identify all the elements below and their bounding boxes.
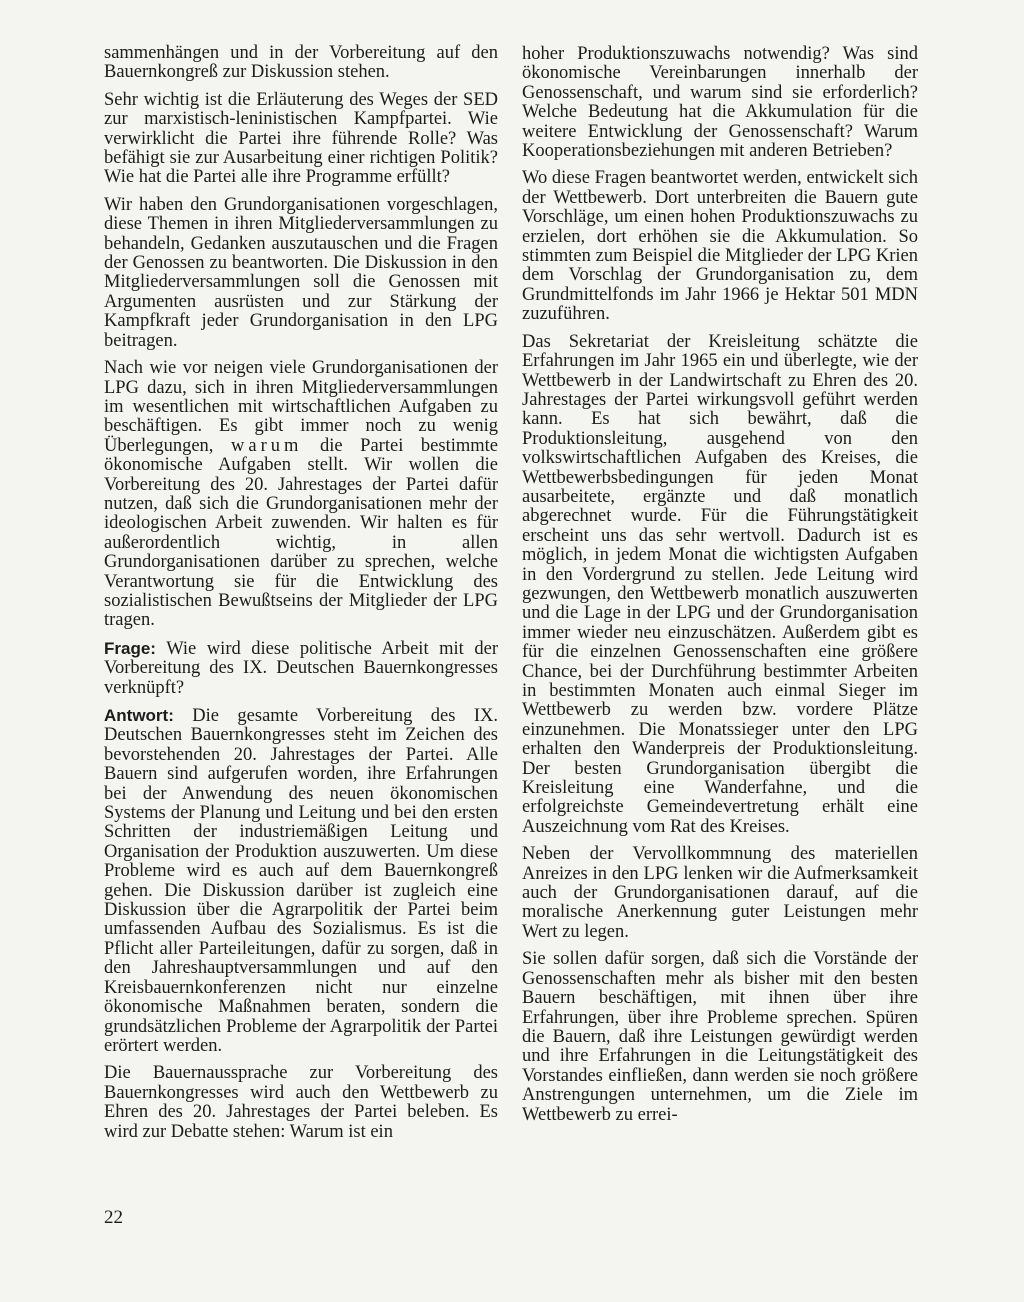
paragraph-text: Nach wie vor neigen viele Grundorganisationen der LPG dazu, sich in ihren Mitgliederversammlungen im wesentlichen mit wirtschaftlichen Aufgaben zu beschäftigen. Es gibt immer noch zu wenig Überlegungen, (104, 358, 498, 456)
paragraph: Das Sekretariat der Kreisleitung schätzte die Erfahrungen im Jahr 1965 ein und überlegte, wie der Wettbewerb in der Landwirtschaft zu Ehren des 20. Jahrestages der Partei wirkungsvoll geführt werden kann. Es hat sich bewährt, daß die Produktionsleitung, ausgehend von den volkswirtschaftlichen Aufgaben des Kreises, die Wettbewerbsbedingungen für jeden Monat ausarbeitete, ergänzte und daß monatlich abgerechnet wurde. Für die Führungstätigkeit erscheint uns das sehr wertvoll. Dadurch ist es möglich, in jedem Monat die wichtigsten Aufgaben in den Vordergrund zu stellen. Jede Leitung wird gezwungen, den Wettbewerb monatlich auszuwerten und die Lage in der LPG und der Grundorganisation immer wieder neu einzuschätzen. Außerdem gibt es für die einzelnen Genossenschaften eine größere Chance, bei der Durchführung bestimmter Arbeiten in bestimmten Monaten auch einmal Sieger im Wettbewerb zu werden bzw. vordere Plätze einzunehmen. Die Monatssieger unter den LPG erhalten den Wanderpreis der Produktionsleitung. Der besten Grundorganisation übergibt die Kreisleitung eine Wanderfahne, und die erfolgreichste Gemeindevertretung erhält eine Auszeichnung vom Rat des Kreises. (522, 331, 918, 837)
paragraph: Sehr wichtig ist die Erläuterung des Weges der SED zur marxistisch-leninistischen Kampfpartei. Wie verwirklicht die Partei ihre führende Rolle? Was befähigt sie zur Ausarbeitung einer richtigen Politik? Wie hat die Partei alle ihre Programme erfüllt? (104, 89, 498, 188)
paragraph-text: die Partei bestimmte ökonomische Aufgaben stellt. Wir wollen die Vorbereitung des 20. Jahrestages der Partei dafür nutzen, daß sich die Grundorganisationen mehr der ideologischen Arbeit zuwenden. Wir halten es für außerordentlich wichtig, in allen Grundorganisationen darüber zu sprechen, welche Verantwortung sie für die Entwicklung des sozialistischen Bewußtseins der Mitglieder der LPG tragen. (104, 435, 498, 631)
answer-paragraph (104, 706, 498, 1056)
answer-text: Die gesamte Vorbereitung des IX. Deutschen Bauernkongresses steht im Zeichen des bevorstehenden 20. Jahrestages der Partei. Alle Bauern sind aufgerufen worden, ihre Erfahrungen bei der Anwendung des neuen ökonomischen Systems der Planung und Leitung und bei den ersten Schritten der industriemäßigen Leitung und Organisation der Produktion auszuwerten. Um diese Probleme wird es auch auf dem Bauernkongreß gehen. Die Diskussion darüber ist zugleich eine Diskussion über die Agrarpolitik der Partei beim umfassenden Aufbau des Sozialismus. Es ist die Pflicht aller Parteileitungen, dafür zu sorgen, daß in den Jahreshauptversammlungen und auf den Kreisbauernkonferenzen nicht nur einzelne ökonomische Maßnahmen beraten, sondern die grundsätzlichen Probleme der Agrarpolitik der Partei erörtert werden. (104, 706, 498, 1056)
paragraph: Neben der Vervollkommnung des materiellen Anreizes in den LPG lenken wir die Aufmerksamkeit auch der Grundorganisationen darauf, auf die moralische Anerkennung guter Leistungen mehr Wert zu legen. (522, 844, 918, 942)
paragraph: Sie sollen dafür sorgen, daß sich die Vorstände der Genossenschaften mehr als bisher mit den besten Bauern beschäftigen, mit ihnen über ihre Erfahrungen, über ihre Probleme sprechen. Spüren die Bauern, daß ihre Leistungen gewürdigt werden und ihre Erfahrungen in die Leitungstätigkeit des Vorstandes einfließen, dann werden sie noch größere Anstrengungen unternehmen, um die Ziele im Wettbewerb zu errei- (522, 949, 918, 1125)
page-number: 22 (104, 1207, 123, 1228)
paragraph: Wir haben den Grundorganisationen vorgeschlagen, diese Themen in ihren Mitgliederversammlungen zu behandeln, Gedanken auszutauschen und die Fragen der Genossen zu beantworten. Die Diskussion in den Mitgliederversammlungen soll die Genossen mit Argumenten ausrüsten und zur Stärkung der Kampfkraft jeder Grundorganisation in den LPG beitragen. (104, 194, 498, 351)
paragraph: sammenhängen und in der Vorbereitung auf den Bauernkongreß zur Diskussion stehen. (104, 43, 498, 83)
left-column (104, 44, 498, 1150)
question-paragraph (104, 639, 498, 698)
paragraph: Die Bauernaussprache zur Vorbereitung des Bauernkongresses wird auch den Wettbewerb zu Ehren des 20. Jahrestages der Partei beleben. Es wird zur Debatte stehen: Warum ist ein (104, 1063, 498, 1142)
question-text: Wie wird diese politische Arbeit mit der Vorbereitung des IX. Deutschen Bauernkongresses verknüpft? (104, 638, 498, 698)
answer-label: Antwort: (104, 706, 174, 725)
paragraph: hoher Produktionszuwachs notwendig? Was sind ökonomische Vereinbarungen innerhalb der Genossenschaft, und warum sind sie erforderlich? Welche Bedeutung hat die Akkumulation für die weitere Entwicklung der Genossenschaft? Warum Kooperationsbeziehungen mit anderen Betrieben? (522, 44, 918, 162)
paragraph (104, 359, 498, 631)
question-label: Frage: (104, 638, 156, 658)
paragraph: Wo diese Fragen beantwortet werden, entwickelt sich der Wettbewerb. Dort unterbreiten die Bauern gute Vorschläge, um einen hohen Produktionszuwachs zu erzielen, dort erhöhen sie die Akkumulation. So stimmten zum Beispiel die Mitglieder der LPG Krien dem Vorschlag der Grundorganisation zu, dem Grundmittelfonds im Jahr 1966 je Hektar 501 MDN zuzuführen. (522, 168, 918, 325)
emphasized-word: warum (231, 435, 303, 456)
right-column (522, 45, 918, 1133)
